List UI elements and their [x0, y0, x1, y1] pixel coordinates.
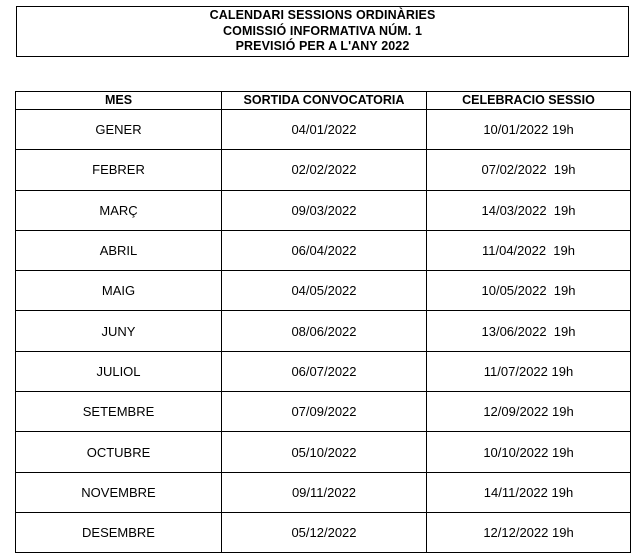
month-cell: JUNY [16, 311, 222, 351]
table-row [16, 110, 631, 150]
session-date-cell: 10/01/2022 19h [427, 110, 631, 150]
table-row [16, 311, 631, 351]
convocation-date-cell: 04/01/2022 [222, 110, 427, 150]
convocation-date-cell: 09/11/2022 [222, 472, 427, 512]
session-date-cell: 11/04/2022 19h [427, 230, 631, 270]
header-celebracio-sessio: CELEBRACIO SESSIO [427, 92, 631, 110]
session-date-cell: 12/09/2022 19h [427, 392, 631, 432]
session-date-cell: 13/06/2022 19h [427, 311, 631, 351]
table-row [16, 190, 631, 230]
convocation-date-cell: 07/09/2022 [222, 392, 427, 432]
table-row [16, 230, 631, 270]
session-date-cell: 14/11/2022 19h [427, 472, 631, 512]
month-cell: GENER [16, 110, 222, 150]
table-row [16, 150, 631, 190]
month-cell: JULIOL [16, 351, 222, 391]
session-date-cell: 10/05/2022 19h [427, 271, 631, 311]
convocation-date-cell: 04/05/2022 [222, 271, 427, 311]
session-date-cell: 07/02/2022 19h [427, 150, 631, 190]
document-title [16, 6, 629, 57]
session-date-cell: 14/03/2022 19h [427, 190, 631, 230]
month-cell: ABRIL [16, 230, 222, 270]
table-body [16, 110, 631, 553]
month-cell: NOVEMBRE [16, 472, 222, 512]
month-cell: OCTUBRE [16, 432, 222, 472]
convocation-date-cell: 05/12/2022 [222, 512, 427, 552]
session-date-cell: 12/12/2022 19h [427, 512, 631, 552]
table-row [16, 351, 631, 391]
convocation-date-cell: 06/07/2022 [222, 351, 427, 391]
sessions-calendar-table [15, 91, 631, 553]
convocation-date-cell: 08/06/2022 [222, 311, 427, 351]
table-row [16, 512, 631, 552]
month-cell: FEBRER [16, 150, 222, 190]
table-row [16, 392, 631, 432]
table-row [16, 432, 631, 472]
header-mes: MES [16, 92, 222, 110]
header-sortida-convocatoria: SORTIDA CONVOCATORIA [222, 92, 427, 110]
month-cell: MARÇ [16, 190, 222, 230]
convocation-date-cell: 05/10/2022 [222, 432, 427, 472]
month-cell: MAIG [16, 271, 222, 311]
session-date-cell: 11/07/2022 19h [427, 351, 631, 391]
session-date-cell: 10/10/2022 19h [427, 432, 631, 472]
month-cell: DESEMBRE [16, 512, 222, 552]
convocation-date-cell: 02/02/2022 [222, 150, 427, 190]
title-line-3: PREVISIÓ PER A L'ANY 2022 [235, 39, 410, 54]
title-line-2: COMISSIÓ INFORMATIVA NÚM. 1 [223, 23, 422, 38]
table-row [16, 472, 631, 512]
table-row [16, 271, 631, 311]
convocation-date-cell: 06/04/2022 [222, 230, 427, 270]
convocation-date-cell: 09/03/2022 [222, 190, 427, 230]
header-row [16, 92, 631, 110]
month-cell: SETEMBRE [16, 392, 222, 432]
title-line-1: CALENDARI SESSIONS ORDINÀRIES [209, 8, 436, 23]
